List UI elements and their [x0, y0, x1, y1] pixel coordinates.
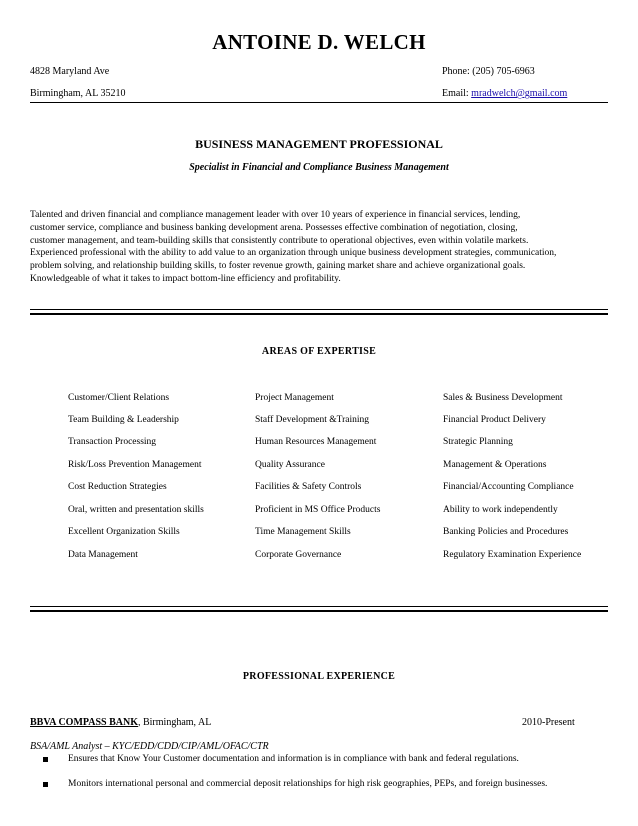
expertise-item: Project Management — [255, 393, 334, 403]
expertise-item: Risk/Loss Prevention Management — [68, 460, 202, 470]
expertise-divider — [30, 606, 608, 612]
email-line — [442, 88, 567, 99]
expertise-item: Sales & Business Development — [443, 393, 563, 403]
job-company-line — [30, 717, 211, 728]
header-divider — [30, 102, 608, 103]
expertise-item: Staff Development &Training — [255, 415, 369, 425]
address-line-2: Birmingham, AL 35210 — [30, 88, 126, 99]
phone-number: Phone: (205) 705-6963 — [442, 66, 535, 77]
summary-line: Knowledgeable of what it takes to impact bottom-line efficiency and profitability. — [30, 273, 341, 284]
expertise-item: Oral, written and presentation skills — [68, 505, 204, 515]
professional-title: BUSINESS MANAGEMENT PROFESSIONAL — [195, 137, 443, 151]
summary-line: Experienced professional with the ability to add value to an organization through unique business development strategies, communication, — [30, 248, 557, 259]
expertise-item: Cost Reduction Strategies — [68, 482, 167, 492]
expertise-item: Facilities & Safety Controls — [255, 482, 362, 492]
expertise-item: Strategic Planning — [443, 437, 513, 447]
expertise-item: Customer/Client Relations — [68, 393, 170, 403]
job-role: BSA/AML Analyst – KYC/EDD/CDD/CIP/AML/OFAC/CTR — [30, 741, 269, 752]
summary-line: customer management, and team-building skills that consistently contribute to operational objectives, even within volatile markets. — [30, 235, 529, 246]
expertise-item: Data Management — [68, 550, 138, 560]
expertise-item: Time Management Skills — [255, 527, 351, 537]
bullet-square-icon — [43, 757, 48, 762]
summary-paragraph — [30, 209, 610, 286]
expertise-item: Banking Policies and Procedures — [443, 527, 569, 537]
company-location: , Birmingham, AL — [137, 717, 212, 728]
experience-heading: PROFESSIONAL EXPERIENCE — [242, 671, 396, 682]
summary-divider — [30, 309, 608, 315]
expertise-item: Financial/Accounting Compliance — [443, 482, 574, 492]
email-label: Email: — [442, 88, 472, 99]
address-line-1: 4828 Maryland Ave — [30, 66, 110, 77]
expertise-item: Ability to work independently — [443, 505, 558, 515]
expertise-item: Management & Operations — [443, 460, 547, 470]
expertise-item: Quality Assurance — [255, 460, 325, 470]
job-bullet — [68, 754, 519, 764]
expertise-item: Excellent Organization Skills — [68, 527, 180, 537]
bullet-text: Monitors international personal and commercial deposit relationships for high risk geographies, PEPs, and foreign businesses. — [68, 779, 548, 789]
expertise-item: Transaction Processing — [68, 437, 157, 447]
bullet-square-icon — [43, 782, 48, 787]
applicant-name: ANTOINE D. WELCH — [212, 30, 426, 54]
expertise-item: Human Resources Management — [255, 437, 377, 447]
summary-line: problem solving, and relationship building skills, to foster revenue growth, gaining market share and achieve organizational goals. — [30, 261, 526, 272]
email-link[interactable]: mradwelch@gmail.com — [471, 88, 568, 99]
bullet-text: Ensures that Know Your Customer documentation and information is in compliance with bank and federal regulations. — [68, 754, 519, 764]
professional-subtitle: Specialist in Financial and Compliance Business Management — [189, 162, 449, 173]
expertise-item: Financial Product Delivery — [443, 415, 546, 425]
job-bullet — [68, 779, 547, 789]
expertise-item: Proficient in MS Office Products — [255, 505, 381, 515]
company-name: BBVA COMPASS BANK — [30, 717, 138, 728]
expertise-item: Regulatory Examination Experience — [443, 550, 582, 560]
summary-line: Talented and driven financial and compliance management leader with over 10 years of experience in financial services, lending, — [30, 210, 521, 220]
job-dates: 2010-Present — [522, 717, 575, 728]
expertise-item: Corporate Governance — [255, 550, 342, 560]
summary-line: customer service, compliance and business banking development arena. Possesses effective combination of negotiation, closing, — [30, 222, 518, 233]
expertise-heading: AREAS OF EXPERTISE — [261, 346, 377, 357]
expertise-item: Team Building & Leadership — [68, 415, 179, 425]
